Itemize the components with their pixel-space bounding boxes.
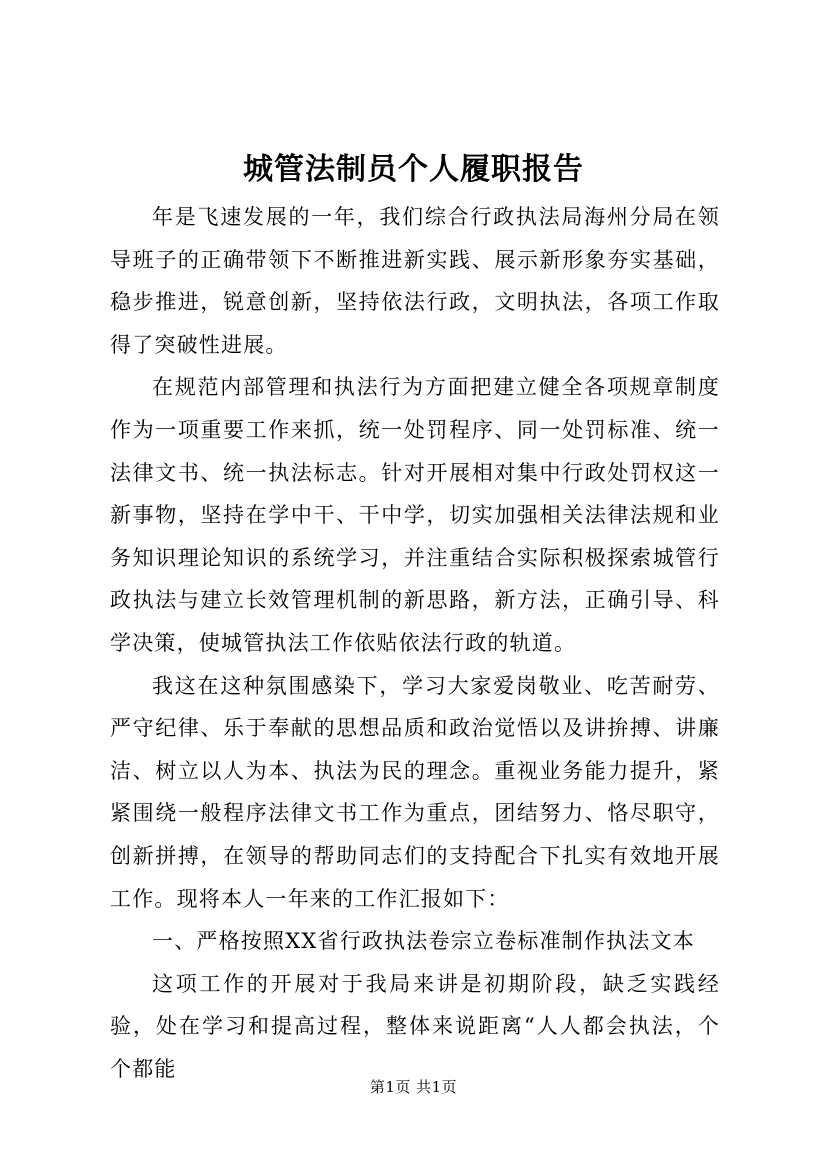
document-body [110, 196, 720, 1090]
paragraph-management: 在规范内部管理和执法行为方面把建立健全各项规章制度作为一项重要工作来抓，统一处罚程序、同一处罚标准、统一法律文书、统一执法标志。针对开展相对集中行政处罚权这一新事物，坚持在学中干、干中学，切实加强相关法律法规和业务知识理论知识的系统学习，并注重结合实际积极探索城管行政执法与建立长效管理机制的新思路，新方法，正确引导、科学决策，使城管执法工作依贴依法行政的轨道。 [110, 375, 720, 655]
paragraph-intro: 年是飞速发展的一年，我们综合行政执法局海州分局在领导班子的正确带领下不断推进新实践、展示新形象夯实基础，稳步推进，锐意创新，坚持依法行政，文明执法，各项工作取得了突破性进展。 [110, 205, 720, 357]
page-footer: 第1页 共1页 [369, 1078, 458, 1096]
paragraph-section-one: 这项工作的开展对于我局来讲是初期阶段，缺乏实践经验，处在学习和提高过程，整体来说距离“人人都会执法，个个都能 [110, 971, 720, 1081]
section-heading: 一、严格按照XX省行政执法卷宗立卷标准制作执法文本 [152, 929, 695, 954]
document-title: 城管法制员个人履职报告 [243, 152, 584, 187]
paragraph-attitude: 我这在这种氛围感染下，学习大家爱岗敬业、吃苦耐劳、严守纪律、乐于奉献的思想品质和政治觉悟以及讲拚搏、讲廉洁、树立以人为本、执法为民的理念。重视业务能力提升，紧紧围绕一般程序法律文书工作为重点，团结努力、恪尽职守，创新拼搏，在领导的帮助同志们的支持配合下扎实有效地开展工作。现将本人一年来的工作汇报如下： [110, 673, 720, 911]
